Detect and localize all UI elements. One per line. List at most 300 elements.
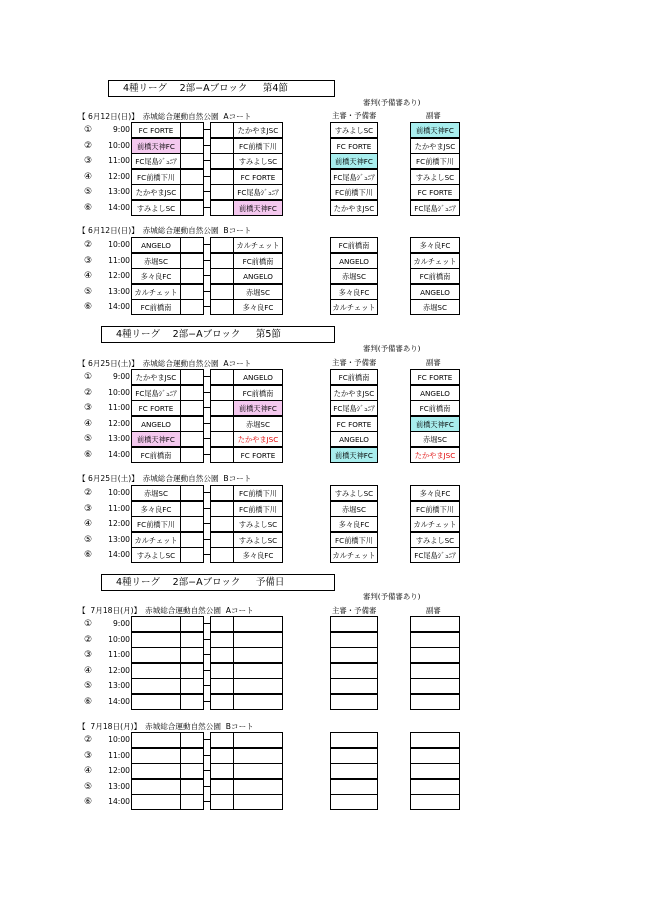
- away-score[interactable]: [210, 779, 233, 795]
- match-number: ⑥: [83, 203, 93, 213]
- away-score[interactable]: [210, 184, 233, 200]
- away-team: FC尾島ｼﾞｭﾆｱ: [233, 184, 283, 200]
- kickoff-time: 10:00: [108, 240, 130, 249]
- kickoff-time: 13:00: [108, 187, 130, 197]
- away-team: すみよしSC: [233, 516, 283, 532]
- section-header: 【 6月12日(日)】 赤城総合運動自然公園 Bコート: [78, 226, 252, 235]
- assistant-referee: 前橋天神FC: [410, 416, 460, 432]
- away-score[interactable]: [210, 122, 233, 138]
- assistant-referee: 前橋天神FC: [410, 122, 460, 138]
- home-score[interactable]: [181, 200, 204, 216]
- match-number: ⑥: [83, 697, 93, 707]
- match-number: ④: [83, 519, 93, 530]
- away-score[interactable]: [210, 748, 233, 764]
- assistant-referee[interactable]: [410, 694, 460, 710]
- main-referee: FC前橋南: [330, 369, 378, 385]
- home-team[interactable]: [131, 632, 181, 648]
- away-team: FC FORTE: [233, 447, 283, 463]
- match-number: ⑥: [83, 302, 93, 313]
- home-score[interactable]: [181, 647, 204, 663]
- home-score[interactable]: [181, 763, 204, 779]
- assistant-referee: ANGELO: [410, 284, 460, 300]
- away-score[interactable]: [210, 138, 233, 154]
- home-score[interactable]: [181, 299, 204, 315]
- main-referee: FC前橋南: [330, 237, 378, 253]
- home-score[interactable]: [181, 678, 204, 694]
- home-team[interactable]: [131, 779, 181, 795]
- match-row: [0, 516, 645, 532]
- away-team: FC前橋南: [233, 385, 283, 401]
- home-team[interactable]: [131, 748, 181, 764]
- home-score[interactable]: [181, 400, 204, 416]
- away-score[interactable]: [210, 616, 233, 632]
- home-score[interactable]: [181, 169, 204, 185]
- home-score[interactable]: [181, 416, 204, 432]
- home-team: たかやまJSC: [131, 184, 181, 200]
- home-score[interactable]: [181, 748, 204, 764]
- match-number: ④: [83, 418, 93, 429]
- match-number: ①: [83, 619, 93, 629]
- kickoff-time: 13:00: [108, 781, 130, 791]
- assistant-referee: たかやまJSC: [410, 447, 460, 463]
- home-team: 赤堀SC: [131, 253, 181, 269]
- main-referee: 赤堀SC: [330, 268, 378, 284]
- home-team[interactable]: [131, 663, 181, 679]
- match-number: ⑤: [83, 781, 93, 792]
- match-number: ⑤: [83, 434, 93, 445]
- away-score[interactable]: [210, 385, 233, 401]
- assistant-referee[interactable]: [410, 678, 460, 694]
- home-score[interactable]: [181, 284, 204, 300]
- assistant-referee: すみよしSC: [410, 169, 460, 185]
- assistant-referee: ANGELO: [410, 385, 460, 401]
- home-team: 前橋天神FC: [131, 431, 181, 447]
- home-team: FC前橋下川: [131, 516, 181, 532]
- match-number: ②: [83, 488, 93, 498]
- section-header: 【 6月25日(土)】 赤城総合運動自然公園 Aコート: [78, 359, 252, 368]
- home-score[interactable]: [181, 184, 204, 200]
- main-referee: 多々良FC: [330, 284, 378, 300]
- kickoff-time: 9:00: [112, 372, 130, 381]
- away-score[interactable]: [210, 485, 233, 501]
- away-score[interactable]: [210, 516, 233, 532]
- main-referee: すみよしSC: [330, 485, 378, 501]
- kickoff-time: 10:00: [108, 387, 130, 397]
- match-row: [0, 400, 645, 416]
- away-team: 前橋天神FC: [233, 400, 283, 416]
- assistant-referee: FC尾島ｼﾞｭﾆｱ: [410, 547, 460, 563]
- home-score[interactable]: [181, 122, 204, 138]
- kickoff-time: 11:00: [108, 650, 130, 660]
- home-score[interactable]: [181, 385, 204, 401]
- kickoff-time: 13:00: [108, 434, 130, 444]
- home-score[interactable]: [181, 268, 204, 284]
- away-team: 赤堀SC: [233, 284, 283, 300]
- home-team[interactable]: [131, 678, 181, 694]
- assistant-referee[interactable]: [410, 663, 460, 679]
- assistant-referee[interactable]: [410, 779, 460, 795]
- section-header: 【 6月12日(日)】 赤城総合運動自然公園 Aコート: [78, 112, 252, 121]
- home-score[interactable]: [181, 237, 204, 253]
- away-score[interactable]: [210, 200, 233, 216]
- match-number: ⑥: [83, 797, 93, 808]
- home-team[interactable]: [131, 763, 181, 779]
- home-score[interactable]: [181, 138, 204, 154]
- match-row: [0, 732, 645, 748]
- kickoff-time: 12:00: [108, 271, 130, 281]
- main-referee: FC前橋下川: [330, 184, 378, 200]
- away-team: FC FORTE: [233, 169, 283, 185]
- match-row: [0, 237, 645, 253]
- match-number: ⑥: [83, 550, 93, 561]
- match-number: ④: [83, 171, 93, 182]
- assistant-referee: カルチェット: [410, 253, 460, 269]
- match-number: ③: [83, 156, 93, 167]
- match-row: [0, 138, 645, 154]
- main-referee: FC尾島ｼﾞｭﾆｱ: [330, 400, 378, 416]
- main-referee[interactable]: [330, 763, 378, 779]
- home-score[interactable]: [181, 516, 204, 532]
- referee-note: 審判(予備審あり): [363, 592, 421, 601]
- home-team: ANGELO: [131, 416, 181, 432]
- assistant-referee: FC前橋下川: [410, 153, 460, 169]
- section-header: 【 6月25日(土)】 赤城総合運動自然公園 Bコート: [78, 474, 252, 483]
- page-title-reserve-day: 4種リーグ 2部−Aブロック 予備日: [101, 574, 335, 591]
- kickoff-time: 13:00: [108, 534, 130, 544]
- away-score[interactable]: [210, 284, 233, 300]
- away-team[interactable]: [233, 794, 283, 810]
- away-score[interactable]: [210, 447, 233, 463]
- away-team: FC前橋下川: [233, 485, 283, 501]
- referee-head-assistant: 副審: [426, 358, 441, 367]
- assistant-referee: 多々良FC: [410, 485, 460, 501]
- main-referee[interactable]: [330, 663, 378, 679]
- main-referee[interactable]: [330, 616, 378, 632]
- match-row: [0, 794, 645, 810]
- away-team: たかやまJSC: [233, 431, 283, 447]
- kickoff-time: 12:00: [108, 418, 130, 428]
- kickoff-time: 13:00: [108, 681, 130, 691]
- assistant-referee[interactable]: [410, 748, 460, 764]
- match-row: [0, 369, 645, 385]
- away-team: カルチェット: [233, 237, 283, 253]
- main-referee: たかやまJSC: [330, 200, 378, 216]
- home-team[interactable]: [131, 694, 181, 710]
- match-row: [0, 616, 645, 632]
- home-team: ANGELO: [131, 237, 181, 253]
- section-header: 【 7月18日(月)】 赤城総合運動自然公園 Bコート: [78, 722, 254, 731]
- home-team[interactable]: [131, 616, 181, 632]
- away-team[interactable]: [233, 616, 283, 632]
- home-score[interactable]: [181, 253, 204, 269]
- main-referee[interactable]: [330, 678, 378, 694]
- match-number: ⑤: [83, 534, 93, 545]
- away-team: ANGELO: [233, 369, 283, 385]
- away-score[interactable]: [210, 732, 233, 748]
- home-team: FC前橋南: [131, 299, 181, 315]
- main-referee: 多々良FC: [330, 516, 378, 532]
- assistant-referee[interactable]: [410, 616, 460, 632]
- away-team[interactable]: [233, 678, 283, 694]
- kickoff-time: 10:00: [108, 735, 130, 744]
- assistant-referee: カルチェット: [410, 516, 460, 532]
- match-row: [0, 299, 645, 315]
- away-team: すみよしSC: [233, 532, 283, 548]
- main-referee: ANGELO: [330, 431, 378, 447]
- kickoff-time: 14:00: [108, 550, 130, 560]
- kickoff-time: 14:00: [108, 797, 130, 807]
- away-score[interactable]: [210, 416, 233, 432]
- away-score[interactable]: [210, 532, 233, 548]
- away-team: FC前橋下川: [233, 501, 283, 517]
- match-row: [0, 284, 645, 300]
- away-team[interactable]: [233, 663, 283, 679]
- home-score[interactable]: [181, 694, 204, 710]
- home-team[interactable]: [131, 647, 181, 663]
- home-team: FC尾島ｼﾞｭﾆｱ: [131, 153, 181, 169]
- home-team: 多々良FC: [131, 501, 181, 517]
- away-score[interactable]: [210, 299, 233, 315]
- home-team: FC前橋南: [131, 447, 181, 463]
- main-referee[interactable]: [330, 694, 378, 710]
- away-team[interactable]: [233, 732, 283, 748]
- match-row: [0, 184, 645, 200]
- home-score[interactable]: [181, 369, 204, 385]
- kickoff-time: 10:00: [108, 634, 130, 644]
- match-row: [0, 779, 645, 795]
- home-team: 多々良FC: [131, 268, 181, 284]
- match-number: ④: [83, 665, 93, 676]
- match-number: ⑥: [83, 450, 93, 460]
- away-score[interactable]: [210, 237, 233, 253]
- home-team: FC前橋下川: [131, 169, 181, 185]
- home-team: FC FORTE: [131, 400, 181, 416]
- main-referee: 前橋天神FC: [330, 153, 378, 169]
- main-referee[interactable]: [330, 748, 378, 764]
- main-referee: たかやまJSC: [330, 385, 378, 401]
- home-team[interactable]: [131, 794, 181, 810]
- main-referee[interactable]: [330, 794, 378, 810]
- assistant-referee: FC前橋南: [410, 400, 460, 416]
- section-header: 【 7月18日(月)】 赤城総合運動自然公園 Aコート: [78, 606, 254, 615]
- referee-head-assistant: 副審: [426, 111, 441, 120]
- main-referee: カルチェット: [330, 299, 378, 315]
- kickoff-time: 12:00: [108, 665, 130, 675]
- away-team[interactable]: [233, 647, 283, 663]
- kickoff-time: 14:00: [108, 450, 130, 459]
- main-referee[interactable]: [330, 732, 378, 748]
- referee-head-assistant: 副審: [426, 606, 441, 615]
- match-row: [0, 547, 645, 563]
- match-number: ②: [83, 387, 93, 398]
- kickoff-time: 10:00: [108, 488, 130, 497]
- assistant-referee: 赤堀SC: [410, 431, 460, 447]
- match-number: ③: [83, 403, 93, 414]
- kickoff-time: 9:00: [112, 125, 130, 134]
- main-referee[interactable]: [330, 647, 378, 663]
- match-row: [0, 485, 645, 501]
- match-row: [0, 385, 645, 401]
- assistant-referee: FC尾島ｼﾞｭﾆｱ: [410, 200, 460, 216]
- match-row: [0, 647, 645, 663]
- away-score[interactable]: [210, 678, 233, 694]
- home-team: FC FORTE: [131, 122, 181, 138]
- home-score[interactable]: [181, 632, 204, 648]
- kickoff-time: 14:00: [108, 302, 130, 312]
- away-team: 多々良FC: [233, 299, 283, 315]
- away-team[interactable]: [233, 632, 283, 648]
- away-score[interactable]: [210, 794, 233, 810]
- main-referee: ANGELO: [330, 253, 378, 269]
- assistant-referee[interactable]: [410, 732, 460, 748]
- kickoff-time: 14:00: [108, 203, 130, 212]
- away-team: 赤堀SC: [233, 416, 283, 432]
- main-referee[interactable]: [330, 632, 378, 648]
- assistant-referee: 多々良FC: [410, 237, 460, 253]
- away-team: FC前橋下川: [233, 138, 283, 154]
- away-score[interactable]: [210, 169, 233, 185]
- home-team: 前橋天神FC: [131, 138, 181, 154]
- match-number: ④: [83, 766, 93, 777]
- away-team[interactable]: [233, 779, 283, 795]
- home-score[interactable]: [181, 153, 204, 169]
- assistant-referee[interactable]: [410, 632, 460, 648]
- kickoff-time: 10:00: [108, 140, 130, 150]
- home-score[interactable]: [181, 779, 204, 795]
- kickoff-time: 11:00: [108, 750, 130, 760]
- match-row: [0, 200, 645, 216]
- assistant-referee: すみよしSC: [410, 532, 460, 548]
- home-score[interactable]: [181, 616, 204, 632]
- assistant-referee: FC前橋下川: [410, 501, 460, 517]
- home-score[interactable]: [181, 794, 204, 810]
- match-row: [0, 431, 645, 447]
- match-number: ②: [83, 735, 93, 745]
- main-referee: 赤堀SC: [330, 501, 378, 517]
- match-number: ②: [83, 240, 93, 250]
- kickoff-time: 11:00: [108, 156, 130, 166]
- away-score[interactable]: [210, 369, 233, 385]
- match-row: [0, 268, 645, 284]
- home-score[interactable]: [181, 547, 204, 563]
- referee-note: 審判(予備審あり): [363, 98, 421, 107]
- away-team: FC前橋南: [233, 253, 283, 269]
- match-row: [0, 694, 645, 710]
- home-team: カルチェット: [131, 284, 181, 300]
- main-referee: FC FORTE: [330, 138, 378, 154]
- home-team: たかやまJSC: [131, 369, 181, 385]
- referee-head-main: 主審・予備審: [332, 606, 377, 615]
- kickoff-time: 11:00: [108, 503, 130, 513]
- assistant-referee[interactable]: [410, 794, 460, 810]
- match-number: ①: [83, 372, 93, 382]
- home-score[interactable]: [181, 447, 204, 463]
- match-number: ④: [83, 271, 93, 282]
- referee-head-main: 主審・予備審: [332, 358, 377, 367]
- away-team: ANGELO: [233, 268, 283, 284]
- away-score[interactable]: [210, 647, 233, 663]
- assistant-referee[interactable]: [410, 647, 460, 663]
- main-referee: FC FORTE: [330, 416, 378, 432]
- match-number: ⑤: [83, 187, 93, 198]
- away-score[interactable]: [210, 694, 233, 710]
- home-score[interactable]: [181, 732, 204, 748]
- main-referee: FC尾島ｼﾞｭﾆｱ: [330, 169, 378, 185]
- away-score[interactable]: [210, 763, 233, 779]
- home-team: 赤堀SC: [131, 485, 181, 501]
- away-score[interactable]: [210, 253, 233, 269]
- home-score[interactable]: [181, 532, 204, 548]
- assistant-referee: 赤堀SC: [410, 299, 460, 315]
- assistant-referee: たかやまJSC: [410, 138, 460, 154]
- assistant-referee[interactable]: [410, 763, 460, 779]
- away-team: すみよしSC: [233, 153, 283, 169]
- page-title-round-4: 4種リーグ 2部−Aブロック 第4節: [108, 80, 335, 97]
- home-team[interactable]: [131, 732, 181, 748]
- away-score[interactable]: [210, 547, 233, 563]
- home-team: カルチェット: [131, 532, 181, 548]
- away-team[interactable]: [233, 763, 283, 779]
- referee-head-main: 主審・予備審: [332, 111, 377, 120]
- match-row: [0, 416, 645, 432]
- kickoff-time: 11:00: [108, 403, 130, 413]
- main-referee: 前橋天神FC: [330, 447, 378, 463]
- home-score[interactable]: [181, 485, 204, 501]
- away-team[interactable]: [233, 748, 283, 764]
- match-number: ②: [83, 140, 93, 151]
- match-row: [0, 169, 645, 185]
- kickoff-time: 12:00: [108, 171, 130, 181]
- match-row: [0, 253, 645, 269]
- match-number: ⑤: [83, 681, 93, 692]
- match-row: [0, 153, 645, 169]
- match-row: [0, 763, 645, 779]
- away-team: たかやまJSC: [233, 122, 283, 138]
- match-number: ⑤: [83, 286, 93, 297]
- home-team: FC尾島ｼﾞｭﾆｱ: [131, 385, 181, 401]
- match-row: [0, 447, 645, 463]
- home-score[interactable]: [181, 431, 204, 447]
- match-number: ③: [83, 503, 93, 514]
- away-score[interactable]: [210, 632, 233, 648]
- away-score[interactable]: [210, 153, 233, 169]
- away-team: 前橋天神FC: [233, 200, 283, 216]
- away-score[interactable]: [210, 501, 233, 517]
- home-score[interactable]: [181, 663, 204, 679]
- away-score[interactable]: [210, 431, 233, 447]
- away-score[interactable]: [210, 400, 233, 416]
- home-score[interactable]: [181, 501, 204, 517]
- match-number: ③: [83, 650, 93, 661]
- match-number: ①: [83, 125, 93, 135]
- match-number: ③: [83, 750, 93, 761]
- match-row: [0, 501, 645, 517]
- away-score[interactable]: [210, 268, 233, 284]
- referee-note: 審判(予備審あり): [363, 344, 421, 353]
- match-row: [0, 748, 645, 764]
- away-team: 多々良FC: [233, 547, 283, 563]
- match-row: [0, 632, 645, 648]
- away-score[interactable]: [210, 663, 233, 679]
- match-row: [0, 122, 645, 138]
- main-referee[interactable]: [330, 779, 378, 795]
- home-team: すみよしSC: [131, 200, 181, 216]
- kickoff-time: 9:00: [112, 619, 130, 628]
- kickoff-time: 14:00: [108, 697, 130, 706]
- kickoff-time: 12:00: [108, 519, 130, 529]
- match-row: [0, 663, 645, 679]
- away-team[interactable]: [233, 694, 283, 710]
